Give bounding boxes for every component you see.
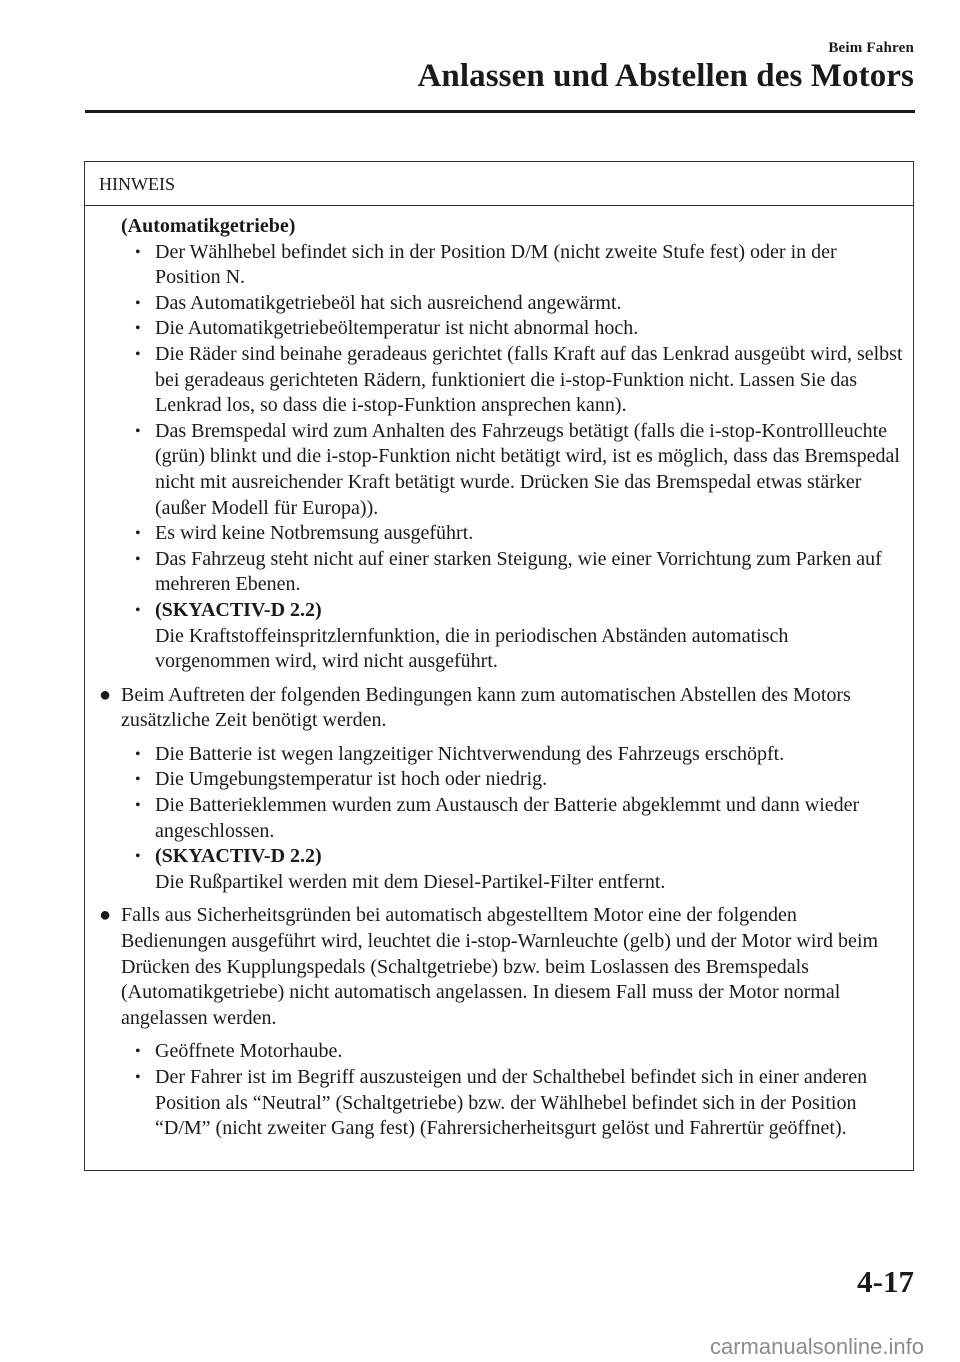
bullet-dot-icon: •: [135, 1043, 141, 1061]
note-box: [84, 161, 914, 1171]
note-body: [85, 206, 913, 1142]
list-item-skyactiv: [119, 598, 903, 675]
list-item: • Die Batterie ist wegen langzeitiger Nichtverwendung des Fahrzeugs erschöpft.: [119, 742, 903, 768]
list-item: • Die Räder sind beinahe geradeaus gerichtet (falls Kraft auf das Lenkrad ausgeübt wird, selbst bei geradeaus gerichteten Rädern, funktioniert die i-stop-Funktion nicht. Lassen Sie das Lenkrad los, so dass die i-stop-Funktion ansprechen kann).: [135, 342, 903, 417]
list-item: • Der Wählhebel befindet sich in der Position D/M (nicht zweite Stufe fest) oder in der Position N.: [135, 240, 837, 289]
list-item: • Das Fahrzeug steht nicht auf einer starken Steigung, wie einer Vorrichtung zum Parken auf mehreren Ebenen.: [135, 547, 882, 596]
main-bullet-item: ● Beim Auftreten der folgenden Bedingungen kann zum automatischen Abstellen des Motors zusätzliche Zeit benötigt werden.: [99, 683, 851, 732]
automatic-transmission-block: [99, 214, 903, 675]
list-item: • Die Batterieklemmen wurden zum Austausch der Batterie abgeklemmt und dann wieder angeschlossen.: [135, 794, 860, 842]
automatic-heading: (Automatikgetriebe): [121, 215, 296, 237]
list-item: • Geöffnete Motorhaube.: [119, 1039, 903, 1065]
list-item: • Das Automatikgetriebeöl hat sich ausreichend angewärmt.: [119, 291, 903, 317]
list-item: • Die Umgebungstemperatur ist hoch oder niedrig.: [119, 767, 903, 793]
bullet-dot-icon: •: [135, 422, 141, 440]
main-bullet-icon: ●: [99, 904, 112, 927]
bullet-dot-icon: •: [135, 320, 141, 338]
bullet-dot-icon: •: [135, 294, 141, 312]
bullet-dot-icon: •: [135, 345, 141, 363]
operations-list: [99, 1039, 903, 1141]
main-bullet-icon: ●: [99, 683, 112, 706]
skyactiv-text: Die Rußpartikel werden mit dem Diesel-Partikel-Filter entfernt.: [155, 870, 666, 893]
section-label: Beim Fahren: [828, 40, 914, 56]
bullet-dot-icon: •: [135, 771, 141, 789]
skyactiv-text: Die Kraftstoffeinspritzlernfunktion, die in periodischen Abständen automatisch vorgenommen wird, wird nicht ausgeführt.: [155, 624, 789, 673]
list-item: • Die Automatikgetriebeöltemperatur ist nicht abnormal hoch.: [119, 316, 903, 342]
skyactiv-label: (SKYACTIV-D 2.2): [155, 598, 322, 621]
bullet-dot-icon: •: [135, 848, 141, 866]
bullet-dot-icon: •: [135, 745, 141, 763]
bullet-dot-icon: •: [135, 550, 141, 568]
bullet-dot-icon: •: [135, 601, 141, 619]
header-rule: [85, 110, 915, 113]
page-title: Anlassen und Abstellen des Motors: [417, 58, 914, 94]
skyactiv-label: (SKYACTIV-D 2.2): [155, 845, 322, 868]
bullet-dot-icon: •: [135, 797, 141, 815]
watermark-text: carmanualsonline.info: [709, 1334, 924, 1359]
list-item-skyactiv: [119, 844, 903, 895]
list-item: • Das Bremspedal wird zum Anhalten des Fahrzeugs betätigt (falls die i-stop-Kontrollleuchte (grün) blinkt und die i-stop-Funktion nicht betätigt wird, ist es möglich, dass das Bremspedal nicht mit ausreichender Kraft betätigt wurde. Drücken Sie das Bremspedal etwas stärker (außer Modell für Europa)).: [135, 419, 900, 519]
bullet-dot-icon: •: [135, 243, 141, 261]
list-item: • Es wird keine Notbremsung ausgeführt.: [119, 521, 903, 547]
bullet-dot-icon: •: [135, 525, 141, 543]
note-heading: HINWEIS: [85, 162, 913, 206]
list-item: • Der Fahrer ist im Begriff auszusteigen und der Schalthebel befindet sich in einer anderen Position als “Neutral” (Schaltgetriebe) bzw. der Wählhebel befindet sich in der Position “D/M” (nicht zweiter Gang fest) (Fahrersicherheitsgurt gelöst und Fahrertür geöffnet).: [135, 1066, 868, 1140]
main-bullet-item: ● Falls aus Sicherheitsgründen bei automatisch abgestelltem Motor eine der folgenden Bedienungen ausgeführt wird, leuchtet die i-stop-Warnleuchte (gelb) und der Motor wird beim Drücken des Kupplungspedals (Schaltgetriebe) bzw. beim Loslassen des Bremspedals (Automatikgetriebe) nicht automatisch angelassen. In diesem Fall muss der Motor normal angelassen werden.: [99, 904, 879, 1029]
conditions-list: [99, 742, 903, 896]
page-number: 4-17: [857, 1264, 914, 1299]
bullet-dot-icon: •: [135, 1069, 141, 1086]
